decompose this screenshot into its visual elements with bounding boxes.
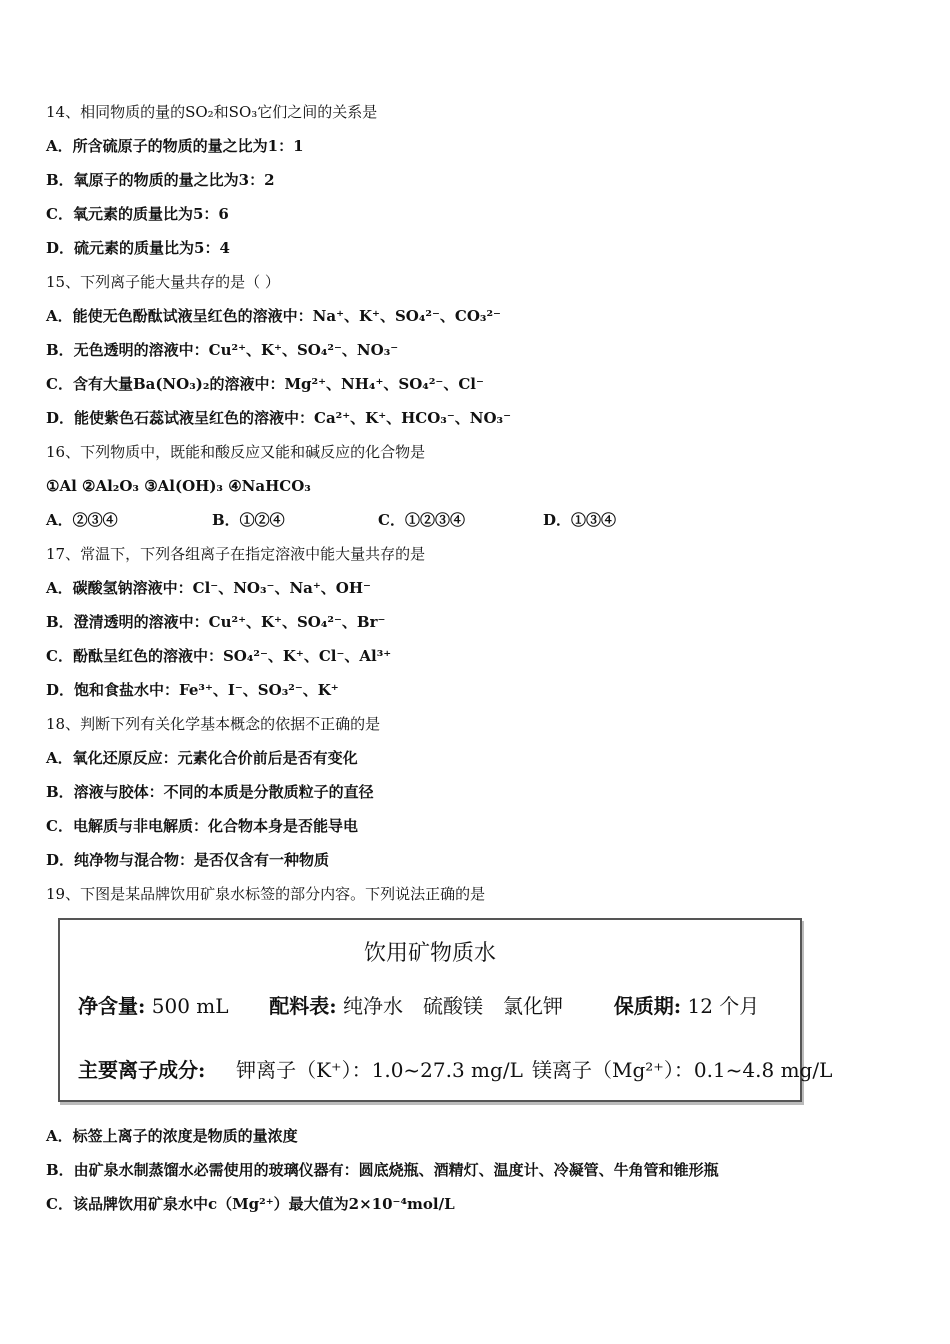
q17-stem: 17、常温下，下列各组离子在指定溶液中能大量共存的是 bbox=[46, 545, 426, 563]
ion-magnesium: 镁离子（Mg²⁺）：0.1~4.8 mg/L bbox=[532, 1058, 833, 1082]
q15-option-d: D．能使紫色石蕊试液呈红色的溶液中：Ca²⁺、K⁺、HCO₃⁻、NO₃⁻ bbox=[46, 409, 512, 427]
q14-option-d: D．硫元素的质量比为5：4 bbox=[46, 239, 230, 257]
net-content-value: 500 mL bbox=[151, 994, 229, 1018]
q14-stem: 14、相同物质的量的SO₂和SO₃它们之间的关系是 bbox=[46, 103, 378, 121]
q14-option-b: B．氧原子的物质的量之比为3：2 bbox=[46, 171, 275, 189]
q15-option-c: C．含有大量Ba(NO₃)₂的溶液中：Mg²⁺、NH₄⁺、SO₄²⁻、Cl⁻ bbox=[46, 375, 484, 393]
q15-option-a: A．能使无色酚酞试液呈红色的溶液中：Na⁺、K⁺、SO₄²⁻、CO₃²⁻ bbox=[46, 307, 501, 325]
q19-option-c: C．该品牌饮用矿泉水中c（Mg²⁺）最大值为2×10⁻⁴mol/L bbox=[46, 1195, 455, 1213]
mineral-water-label bbox=[58, 918, 833, 1102]
q16-option-c: C．①②③④ bbox=[378, 511, 465, 529]
q17-option-a: A．碳酸氢钠溶液中：Cl⁻、NO₃⁻、Na⁺、OH⁻ bbox=[46, 579, 371, 597]
q16-items: ①Al ②Al₂O₃ ③Al(OH)₃ ④NaHCO₃ bbox=[46, 477, 311, 495]
q14-option-c: C．氧元素的质量比为5：6 bbox=[46, 205, 229, 223]
net-content-label: 净含量: bbox=[78, 994, 146, 1018]
q16-option-d: D．①③④ bbox=[543, 511, 617, 529]
ingredients-value: 纯净水 硫酸镁 氯化钾 bbox=[343, 994, 563, 1018]
ions-label: 主要离子成分: bbox=[78, 1058, 206, 1082]
label-ions-row bbox=[78, 1054, 523, 1083]
q16-option-b: B．①②④ bbox=[212, 511, 285, 529]
label-ions-mg bbox=[532, 1054, 832, 1083]
q17-option-d: D．饱和食盐水中：Fe³⁺、I⁻、SO₃²⁻、K⁺ bbox=[46, 681, 339, 699]
q16-option-a: A．②③④ bbox=[46, 511, 118, 529]
q15-stem: 15、下列离子能大量共存的是（ ） bbox=[46, 273, 280, 291]
q19-option-b: B．由矿泉水制蒸馏水必需使用的玻璃仪器有：圆底烧瓶、酒精灯、温度计、冷凝管、牛角管和锥形瓶 bbox=[46, 1161, 719, 1179]
q14-option-a: A．所含硫原子的物质的量之比为1：1 bbox=[46, 137, 304, 155]
ion-potassium: 钾离子（K⁺）：1.0~27.3 mg/L bbox=[236, 1058, 523, 1082]
label-title: 饮用矿物质水 bbox=[363, 941, 496, 966]
q16-stem: 16、下列物质中，既能和酸反应又能和碱反应的化合物是 bbox=[46, 443, 426, 461]
q17-option-b: B．澄清透明的溶液中：Cu²⁺、K⁺、SO₄²⁻、Br⁻ bbox=[46, 613, 386, 631]
shelf-life-label: 保质期: bbox=[613, 994, 682, 1018]
q18-option-c: C．电解质与非电解质：化合物本身是否能导电 bbox=[46, 817, 358, 835]
q19-option-a: A．标签上离子的浓度是物质的量浓度 bbox=[46, 1127, 298, 1145]
q18-option-b: B．溶液与胶体：不同的本质是分散质粒子的直径 bbox=[46, 783, 374, 801]
label-info-row bbox=[78, 990, 759, 1019]
q19-stem: 19、下图是某品牌饮用矿泉水标签的部分内容。下列说法正确的是 bbox=[46, 885, 486, 903]
q18-option-d: D．纯净物与混合物：是否仅含有一种物质 bbox=[46, 851, 330, 869]
ingredients-label: 配料表: bbox=[269, 994, 337, 1018]
shelf-life-value: 12 个月 bbox=[687, 994, 760, 1018]
q15-option-b: B．无色透明的溶液中：Cu²⁺、K⁺、SO₄²⁻、NO₃⁻ bbox=[46, 341, 399, 359]
q17-option-c: C．酚酞呈红色的溶液中：SO₄²⁻、K⁺、Cl⁻、Al³⁺ bbox=[46, 647, 392, 665]
q18-stem: 18、判断下列有关化学基本概念的依据不正确的是 bbox=[46, 715, 381, 733]
q18-option-a: A．氧化还原反应：元素化合价前后是否有变化 bbox=[46, 749, 358, 767]
